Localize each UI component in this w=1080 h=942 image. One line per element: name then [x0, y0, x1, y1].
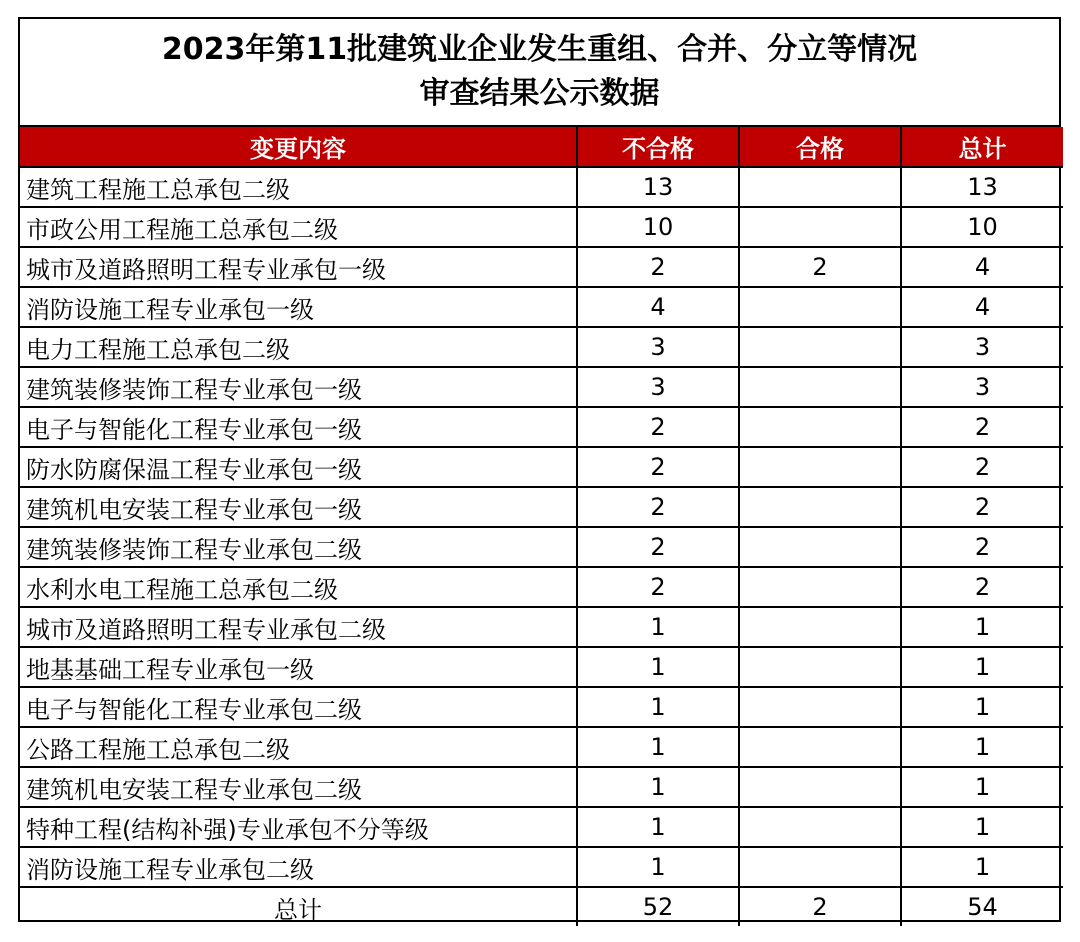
- row-total: 3: [901, 327, 1063, 367]
- row-pass: [739, 687, 901, 727]
- table-row: [20, 167, 1063, 207]
- table-row: [20, 407, 1063, 447]
- row-pass: [739, 647, 901, 687]
- row-name: 特种工程(结构补强)专业承包不分等级: [20, 807, 577, 847]
- table-row: [20, 447, 1063, 487]
- row-name: 消防设施工程专业承包二级: [20, 847, 577, 887]
- row-total: 4: [901, 247, 1063, 287]
- row-fail: 13: [577, 167, 739, 207]
- table-row: [20, 767, 1063, 807]
- table-row: [20, 567, 1063, 607]
- table-row: [20, 647, 1063, 687]
- table-row: [20, 847, 1063, 887]
- results-table: [20, 127, 1063, 926]
- row-total: 3: [901, 367, 1063, 407]
- row-fail: 3: [577, 367, 739, 407]
- row-fail: 2: [577, 407, 739, 447]
- row-name: 建筑装修装饰工程专业承包一级: [20, 367, 577, 407]
- row-total: 13: [901, 167, 1063, 207]
- row-name: 建筑机电安装工程专业承包二级: [20, 767, 577, 807]
- row-name: 电子与智能化工程专业承包一级: [20, 407, 577, 447]
- row-name: 城市及道路照明工程专业承包二级: [20, 607, 577, 647]
- row-fail: 1: [577, 727, 739, 767]
- row-name: 市政公用工程施工总承包二级: [20, 207, 577, 247]
- table-row: [20, 367, 1063, 407]
- row-fail: 4: [577, 287, 739, 327]
- results-sheet: [18, 17, 1061, 922]
- row-pass: [739, 407, 901, 447]
- table-row: [20, 487, 1063, 527]
- row-total: 1: [901, 687, 1063, 727]
- row-pass: 2: [739, 247, 901, 287]
- row-total: 1: [901, 807, 1063, 847]
- table-row: [20, 727, 1063, 767]
- row-total: 2: [901, 527, 1063, 567]
- row-pass: [739, 447, 901, 487]
- row-name: 水利水电工程施工总承包二级: [20, 567, 577, 607]
- row-total: 2: [901, 487, 1063, 527]
- row-total: 10: [901, 207, 1063, 247]
- row-fail: 2: [577, 247, 739, 287]
- totals-total: 54: [967, 893, 998, 921]
- row-name: 消防设施工程专业承包一级: [20, 287, 577, 327]
- row-name: 建筑装修装饰工程专业承包二级: [20, 527, 577, 567]
- header-total: 总计: [901, 127, 1063, 167]
- row-pass: [739, 807, 901, 847]
- row-fail: 2: [577, 527, 739, 567]
- row-pass: [739, 367, 901, 407]
- table-row: [20, 247, 1063, 287]
- row-pass: [739, 607, 901, 647]
- row-total: 2: [901, 407, 1063, 447]
- row-total: 1: [901, 847, 1063, 887]
- row-pass: [739, 567, 901, 607]
- table-row: [20, 687, 1063, 727]
- header-fail: 不合格: [577, 127, 739, 167]
- row-pass: [739, 207, 901, 247]
- row-fail: 3: [577, 327, 739, 367]
- totals-pass: 2: [739, 887, 901, 926]
- row-fail: 2: [577, 447, 739, 487]
- header-pass: 合格: [739, 127, 901, 167]
- row-fail: 1: [577, 607, 739, 647]
- row-total: 1: [901, 767, 1063, 807]
- row-name: 地基基础工程专业承包一级: [20, 647, 577, 687]
- header-content: 变更内容: [20, 127, 577, 167]
- row-pass: [739, 287, 901, 327]
- row-name: 建筑工程施工总承包二级: [20, 167, 577, 207]
- totals-row: [20, 887, 1063, 926]
- row-fail: 2: [577, 487, 739, 527]
- row-name: 电子与智能化工程专业承包二级: [20, 687, 577, 727]
- row-total: 1: [901, 607, 1063, 647]
- row-total: 1: [901, 727, 1063, 767]
- row-fail: 1: [577, 687, 739, 727]
- row-pass: [739, 327, 901, 367]
- row-pass: [739, 727, 901, 767]
- row-total: 4: [901, 287, 1063, 327]
- row-pass: [739, 167, 901, 207]
- row-pass: [739, 527, 901, 567]
- table-row: [20, 207, 1063, 247]
- row-fail: 1: [577, 847, 739, 887]
- totals-fail: 52: [577, 887, 739, 926]
- title-line-2: 审查结果公示数据: [419, 76, 660, 111]
- row-total: 2: [901, 567, 1063, 607]
- row-total: 1: [901, 647, 1063, 687]
- row-name: 建筑机电安装工程专业承包一级: [20, 487, 577, 527]
- totals-label: 总计: [20, 887, 577, 926]
- header-row: [20, 127, 1063, 167]
- row-name: 城市及道路照明工程专业承包一级: [20, 247, 577, 287]
- row-fail: 1: [577, 767, 739, 807]
- row-fail: 1: [577, 807, 739, 847]
- row-pass: [739, 767, 901, 807]
- row-pass: [739, 847, 901, 887]
- row-pass: [739, 487, 901, 527]
- title-line-1: 2023年第11批建筑业企业发生重组、合并、分立等情况: [161, 32, 918, 67]
- row-name: 防水防腐保温工程专业承包一级: [20, 447, 577, 487]
- table-body: [20, 167, 1063, 887]
- row-name: 公路工程施工总承包二级: [20, 727, 577, 767]
- table-row: [20, 527, 1063, 567]
- table-row: [20, 607, 1063, 647]
- row-fail: 10: [577, 207, 739, 247]
- table-row: [20, 287, 1063, 327]
- table-row: [20, 807, 1063, 847]
- table-row: [20, 327, 1063, 367]
- page-title: [20, 19, 1059, 127]
- row-fail: 2: [577, 567, 739, 607]
- row-total: 2: [901, 447, 1063, 487]
- row-name: 电力工程施工总承包二级: [20, 327, 577, 367]
- row-fail: 1: [577, 647, 739, 687]
